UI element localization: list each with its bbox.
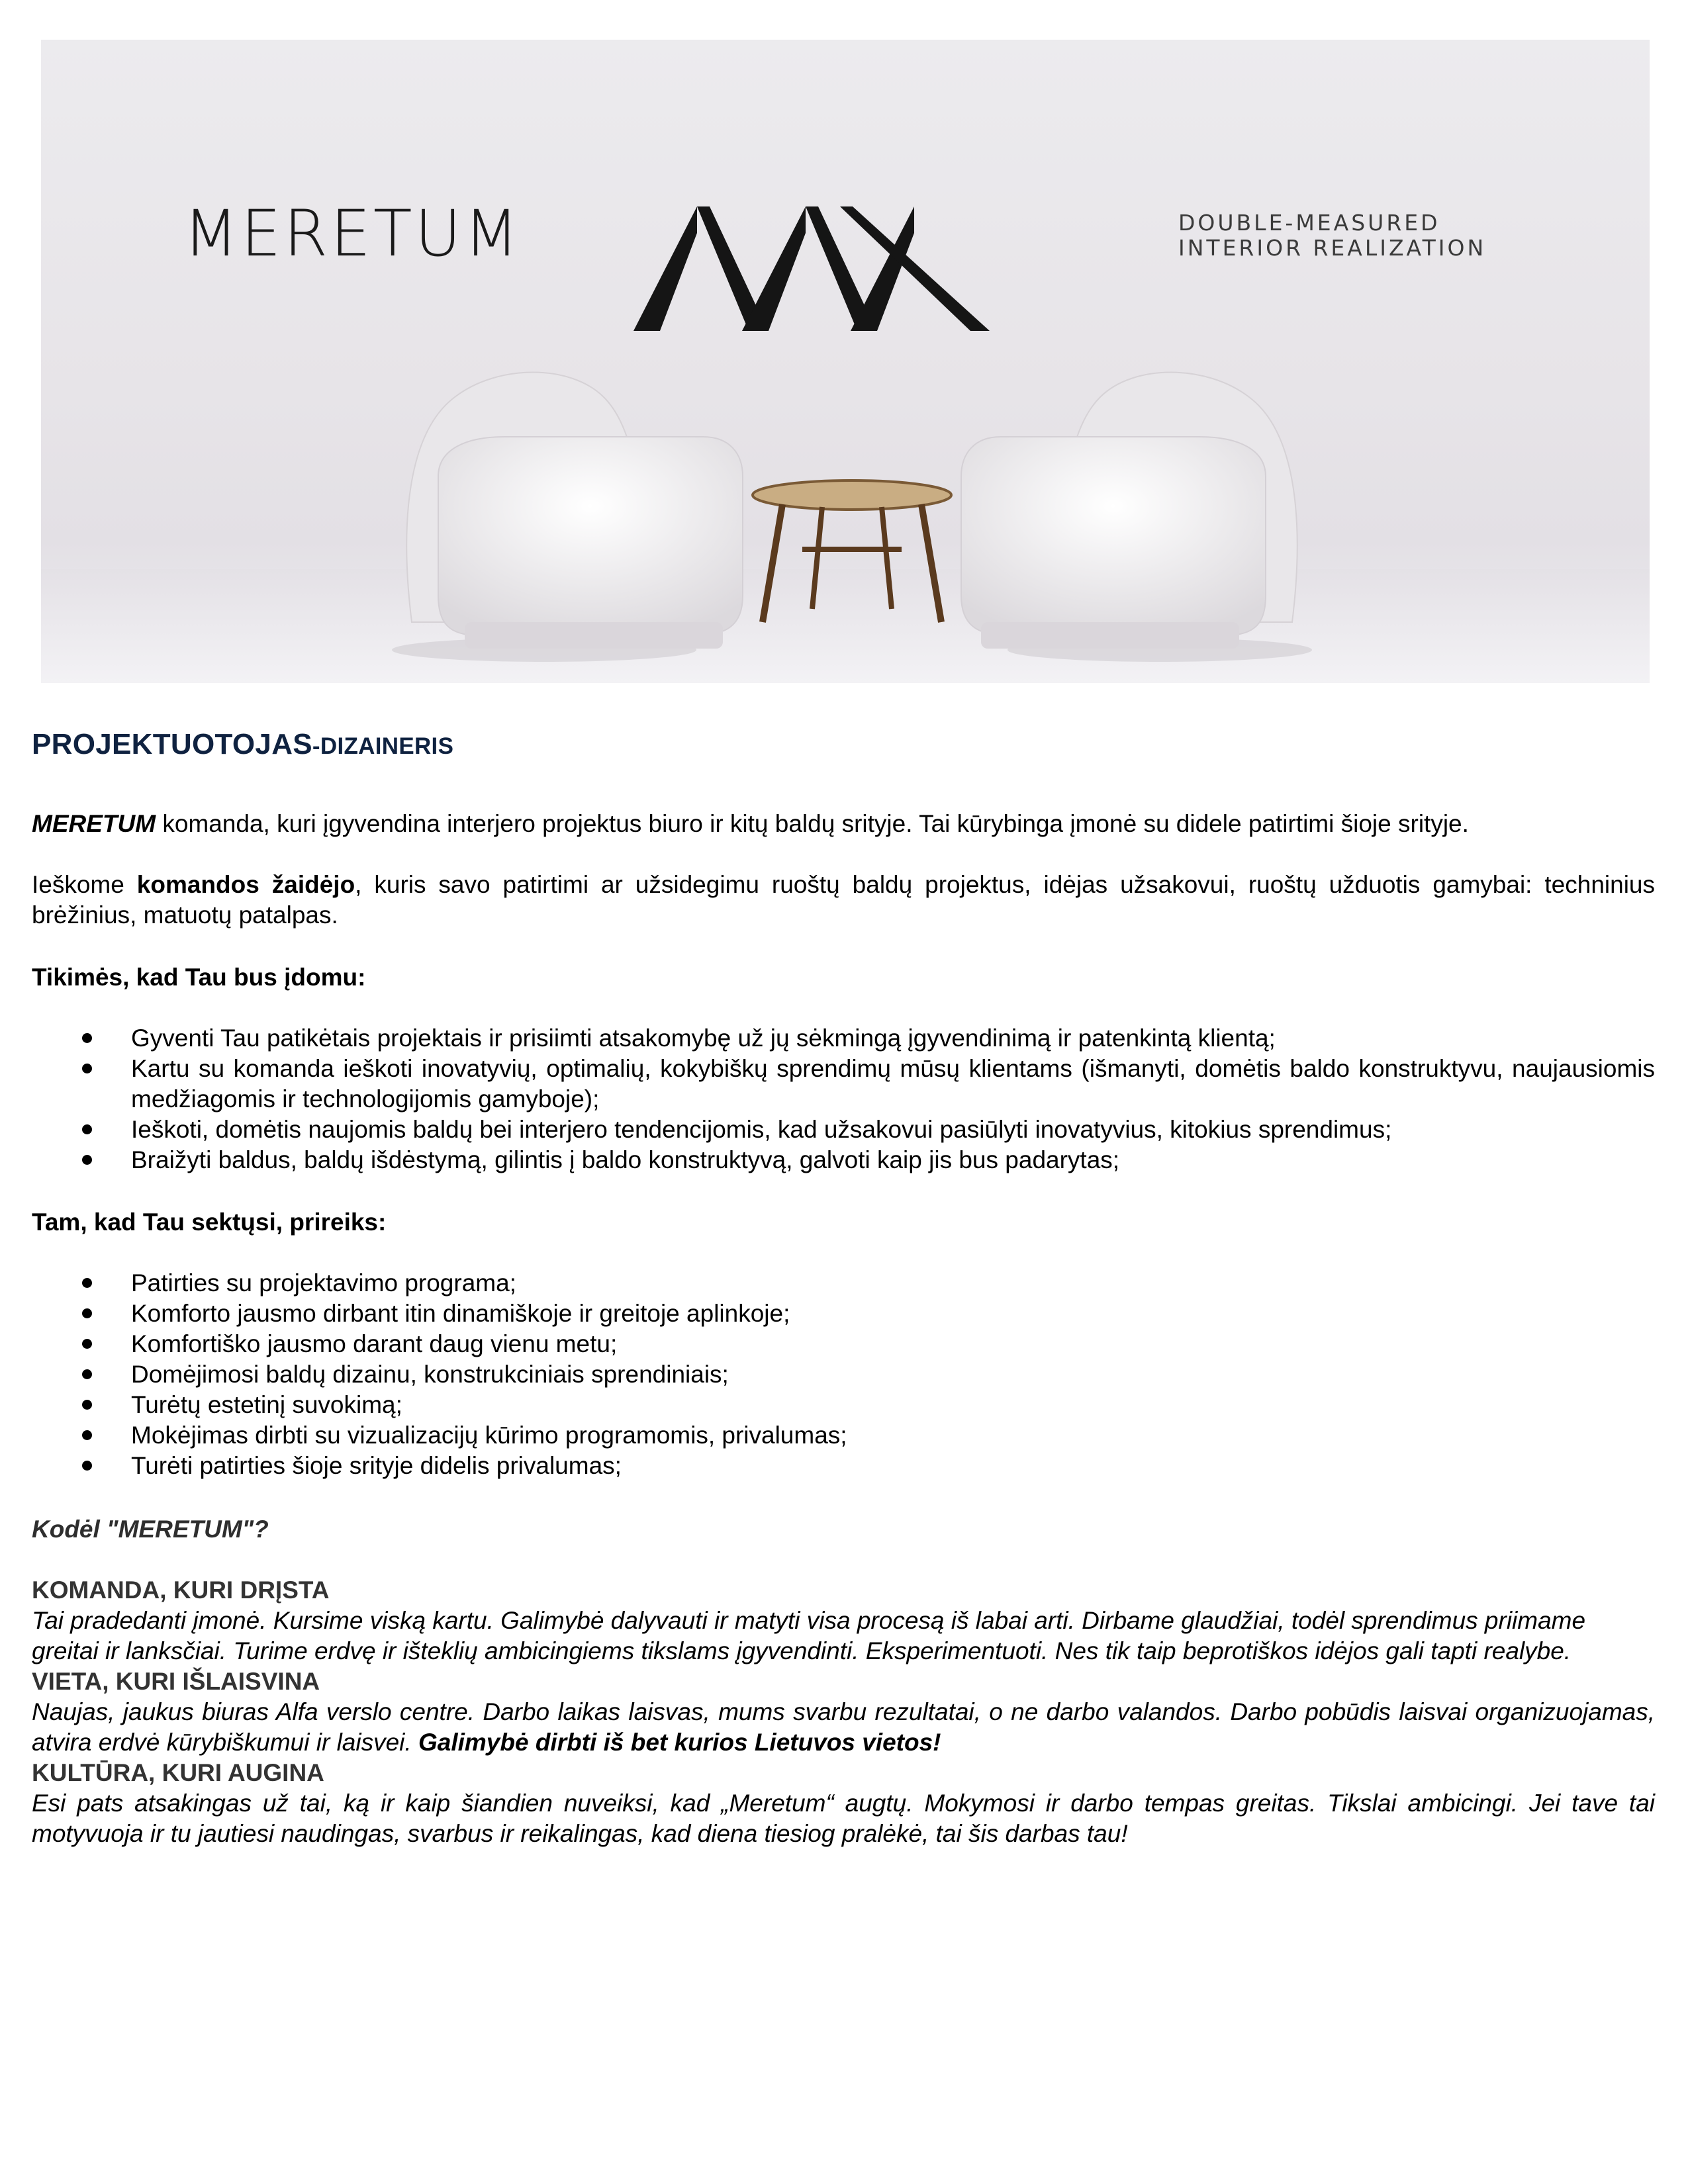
hero-banner (41, 40, 1650, 683)
list-item (32, 1054, 1655, 1115)
intro-text: komanda, kuri įgyvendina interjero projektus biuro ir kitų baldų srityje. Tai kūrybinga įmonė su didele patirtimi šioje srityje. (156, 810, 1469, 837)
bullet-icon (82, 1278, 92, 1288)
list-item-text: Ieškoti, domėtis naujomis baldų bei interjero tendencijomis, kad užsakovui pasiūlyti inovatyvius, kitokius sprendimus; (131, 1116, 1392, 1143)
list-item-text: Kartu su komanda ieškoti inovatyvių, optimalių, kokybiškų sprendimų mūsų klientams (išmanyti, domėtis baldo konstruktyvu, naujausiomis medžiagomis ir technologijomis gamyboje); (131, 1055, 1655, 1113)
job-title (32, 728, 1655, 761)
lead-bold: komandos žaidėjo (136, 871, 355, 898)
why-block-heading: KOMANDA, KURI DRĮSTA (32, 1576, 330, 1604)
list-item (32, 1359, 1655, 1390)
why-heading: Kodėl "MERETUM"? (32, 1516, 269, 1543)
why-block-heading: VIETA, KURI IŠLAISVINA (32, 1668, 320, 1695)
job-title-main: PROJEKTUOTOJAS (32, 728, 312, 760)
bullet-icon (82, 1369, 92, 1379)
lead-paragraph (32, 870, 1655, 931)
bullet-icon (82, 1339, 92, 1349)
lead-post: , kuris savo patirtimi ar užsidegimu ruoštų baldų projektus, idėjas užsakovui, ruoštų užduotis gamybai: techninius brėžinius, matuotų patalpas. (32, 871, 1656, 929)
list-item-text: Braižyti baldus, baldų išdėstymą, gilintis į baldo konstruktyvą, galvoti kaip jis bus padarytas; (131, 1146, 1120, 1173)
why-block-body: Tai pradedanti įmonė. Kursime viską kartu. Galimybė dalyvauti ir matyti visa procesą iš labai arti. Dirbame glaudžiai, todėl sprendimus priimame greitai ir lanksčiai. Turime erdvę ir išteklių ambicingiems tikslams įgyvendinti. Eksperimentuoti. Nes tik taip beprotiškos idėjos gali tapti realybe. (32, 1607, 1586, 1664)
bullet-icon (82, 1033, 92, 1043)
requirements-heading: Tam, kad Tau sektųsi, prireiks: (32, 1208, 387, 1236)
list-item (32, 1145, 1655, 1175)
bullet-icon (82, 1155, 92, 1165)
brand-wordmark: MERETUM (183, 197, 522, 271)
list-item-text: Gyventi Tau patikėtais projektais ir prisiimti atsakomybę už jų sėkmingą įgyvendinimą ir patenkintą klientą; (131, 1024, 1276, 1052)
list-item (32, 1390, 1655, 1420)
banner-photo (41, 40, 1650, 683)
expect-list (32, 1023, 1655, 1175)
bullet-icon (82, 1064, 92, 1073)
bullet-icon (82, 1400, 92, 1410)
list-item (32, 1023, 1655, 1054)
bullet-icon (82, 1430, 92, 1440)
left-armchair (392, 373, 743, 662)
list-item (32, 1268, 1655, 1298)
right-armchair (961, 373, 1312, 662)
brand-tagline (1178, 210, 1523, 261)
list-item-text: Turėtų estetinį suvokimą; (131, 1391, 402, 1418)
requirements-list (32, 1268, 1655, 1481)
lead-pre: Ieškome (32, 871, 137, 898)
job-ad-content (32, 728, 1655, 1849)
why-block-text (32, 1788, 1655, 1849)
why-block-heading: KULTŪRA, KURI AUGINA (32, 1759, 324, 1786)
list-item (32, 1298, 1655, 1329)
bullet-icon (82, 1124, 92, 1134)
list-item-text: Komfortiško jausmo darant daug vienu metu; (131, 1330, 618, 1357)
why-block-emphasis: Galimybė dirbti iš bet kurios Lietuvos vietos! (418, 1729, 941, 1756)
expect-heading: Tikimės, kad Tau bus įdomu: (32, 964, 366, 991)
list-item-text: Domėjimosi baldų dizainu, konstrukciniais sprendiniais; (131, 1361, 729, 1388)
list-item (32, 1115, 1655, 1145)
intro-brand: MERETUM (32, 810, 156, 837)
list-item-text: Mokėjimas dirbti su vizualizacijų kūrimo programomis, privalumas; (131, 1422, 847, 1449)
list-item-text: Komforto jausmo dirbant itin dinamiškoje ir greitoje aplinkoje; (131, 1300, 790, 1327)
tagline-line: INTERIOR REALIZATION (1178, 235, 1487, 261)
why-block-body: Naujas, jaukus biuras Alfa verslo centre. Darbo laikas laisvas, mums svarbu rezultatai, o ne darbo valandos. Darbo pobūdis laisvai organizuojamas, atvira erdvė kūrybiškumui ir laisvei. (32, 1698, 1655, 1756)
job-title-sub: -DIZAINERIS (312, 733, 454, 759)
why-block-body: Esi pats atsakingas už tai, ką ir kaip šiandien nuveiksi, kad „Meretum“ augtų. Mokymosi ir darbo tempas greitas. Tikslai ambicingi. Jei tave tai motyvuoja ir tu jautiesi naudingas, svarbus ir reikalingas, kad diena tiesiog pralėkė, tai šis darbas tau! (32, 1790, 1655, 1847)
intro-paragraph (32, 809, 1655, 839)
list-item-text: Turėti patirties šioje srityje didelis privalumas; (131, 1452, 622, 1479)
bullet-icon (82, 1461, 92, 1471)
why-block-text (32, 1697, 1655, 1758)
list-item (32, 1420, 1655, 1451)
tagline-line: DOUBLE-MEASURED (1178, 210, 1440, 236)
list-item (32, 1329, 1655, 1359)
bullet-icon (82, 1308, 92, 1318)
meretum-logo-icon (633, 180, 990, 331)
list-item (32, 1451, 1655, 1481)
why-block-text (32, 1606, 1655, 1666)
list-item-text: Patirties su projektavimo programa; (131, 1269, 516, 1297)
